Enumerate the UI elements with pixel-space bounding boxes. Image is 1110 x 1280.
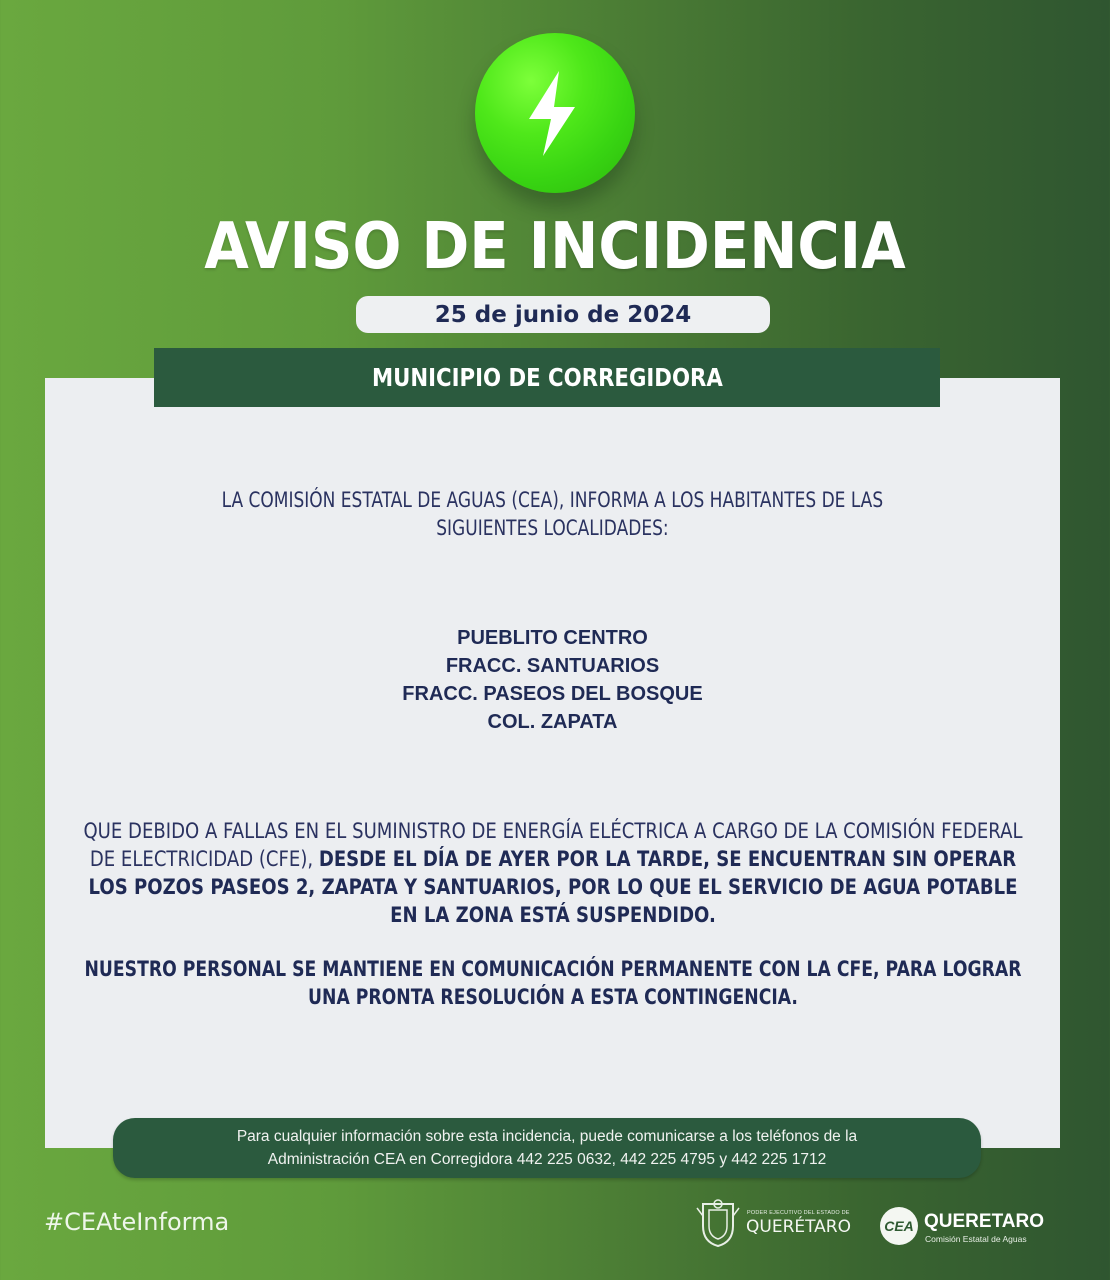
state-logo-name: QUERÉTARO [746,1217,852,1237]
localities-list [45,624,1060,736]
contact-line-2: Administración CEA en Corregidora 442 225 0632, 442 225 4795 y 442 225 1712 [267,1151,827,1168]
lightning-bolt-icon [525,71,585,156]
list-item: FRACC. PASEOS DEL BOSQUE [402,683,703,705]
contact-info [113,1118,981,1178]
municipality-banner [154,348,940,407]
page-title: AVISO DE INCIDENCIA [204,210,906,284]
date-text: 25 de junio de 2024 [434,301,692,328]
queretaro-state-logo [695,1196,855,1248]
description-bold: DESDE EL DÍA DE AYER POR LA TARDE, SE ENCUENTRAN SIN OPERAR LOS POZOS PASEOS 2, ZAPATA Y SANTUARIOS, POR LO QUE EL SERVICIO DE AGUA POTABLE EN LA ZONA ESTÁ SUSPENDIDO. [88,847,1018,927]
intro-text [45,486,1060,542]
list-item: PUEBLITO CENTRO [457,627,648,649]
cea-logo-subtitle: Comisión Estatal de Aguas [925,1234,1027,1244]
coat-of-arms-icon [695,1198,741,1248]
cea-logo [880,1205,1060,1245]
list-item: FRACC. SANTUARIOS [445,655,660,677]
lightning-badge [475,33,635,193]
incident-description [45,817,1060,929]
cea-logo-name: QUERETARO [924,1211,1044,1232]
closing-text: NUESTRO PERSONAL SE MANTIENE EN COMUNICACIÓN PERMANENTE CON LA CFE, PARA LOGRAR UNA PRONTA RESOLUCIÓN A ESTA CONTINGENCIA. [84,957,1022,1009]
municipality-label: MUNICIPIO DE CORREGIDORA [371,363,723,392]
intro-line-2: SIGUIENTES LOCALIDADES: [436,516,669,540]
green-orb [475,33,635,193]
list-item: COL. ZAPATA [487,711,618,733]
contact-line-1: Para cualquier información sobre esta incidencia, puede comunicarse a los teléfonos de la [236,1128,858,1145]
intro-line-1: LA COMISIÓN ESTATAL DE AGUAS (CEA), INFORMA A LOS HABITANTES DE LAS [221,488,884,512]
date-badge [356,296,770,333]
state-logo-subtitle: PODER EJECUTIVO DEL ESTADO DE [747,1210,850,1216]
description-regular: QUE DEBIDO A FALLAS EN EL SUMINISTRO DE ENERGÍA ELÉCTRICA A CARGO DE LA COMISIÓN FEDERAL DE ELECTRICIDAD (CFE), [83,819,1023,871]
closing-statement [45,955,1060,1011]
hashtag: #CEAteInforma [44,1208,230,1236]
cea-mark-icon: CEA [880,1207,918,1245]
